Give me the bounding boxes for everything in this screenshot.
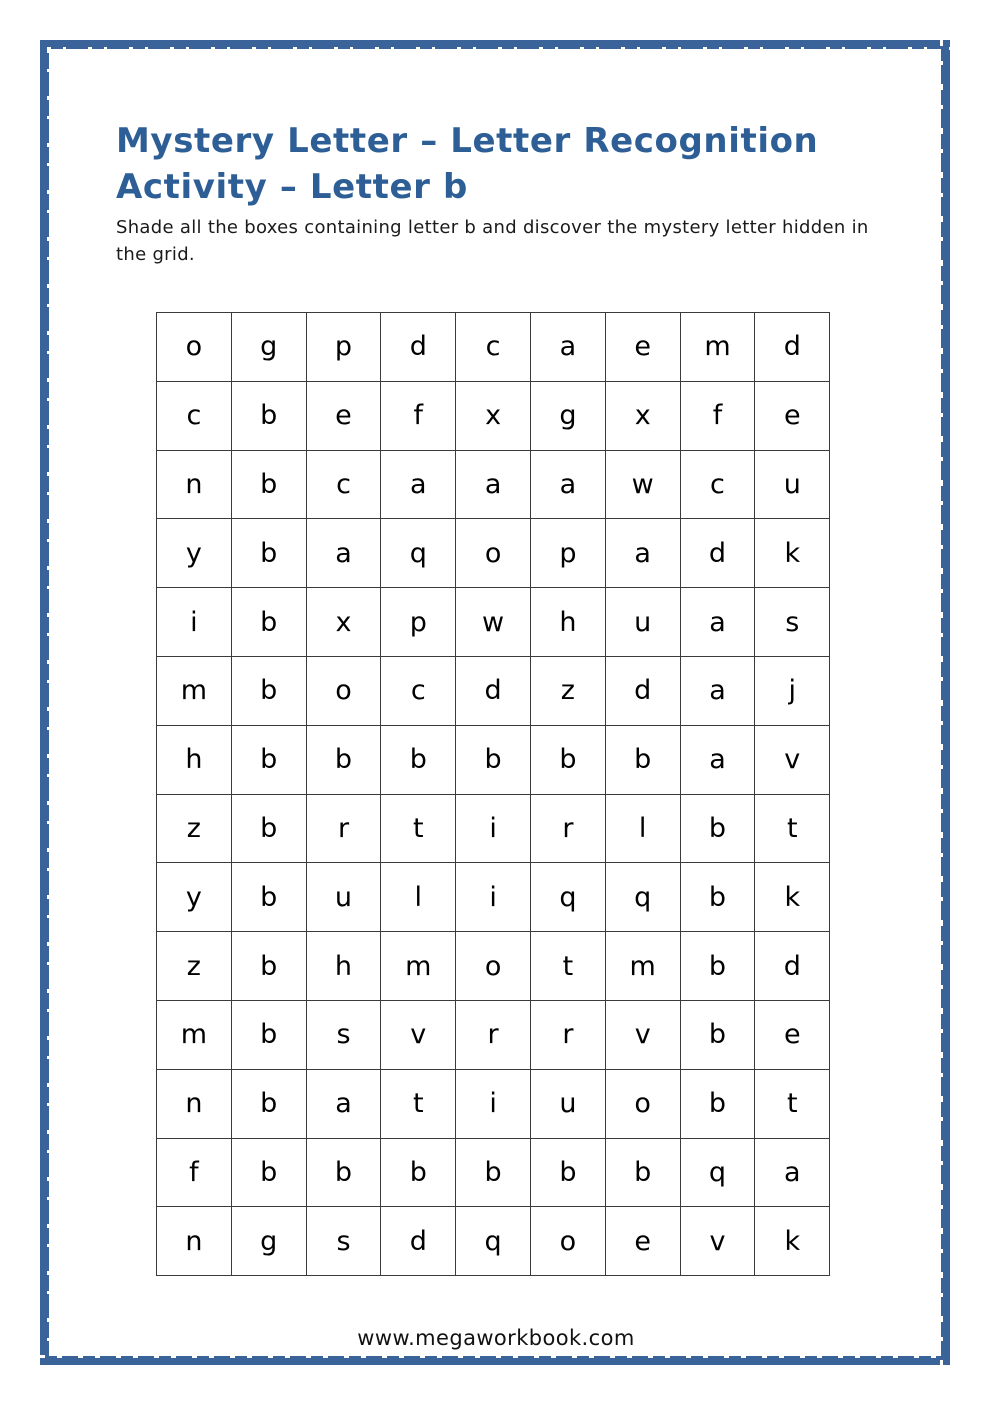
- grid-cell[interactable]: p: [306, 313, 381, 382]
- grid-cell[interactable]: u: [755, 450, 830, 519]
- grid-cell[interactable]: n: [157, 450, 232, 519]
- grid-cell[interactable]: p: [530, 519, 605, 588]
- grid-cell[interactable]: i: [456, 1069, 531, 1138]
- grid-cell[interactable]: w: [605, 450, 680, 519]
- footer-website: www.megaworkbook.com: [357, 1326, 635, 1350]
- grid-cell[interactable]: a: [381, 450, 456, 519]
- grid-cell[interactable]: t: [381, 1069, 456, 1138]
- grid-cell[interactable]: c: [306, 450, 381, 519]
- grid-cell[interactable]: i: [456, 794, 531, 863]
- grid-cell[interactable]: a: [680, 725, 755, 794]
- grid-cell[interactable]: b: [680, 863, 755, 932]
- grid-cell[interactable]: b: [456, 1138, 531, 1207]
- border-edge-bottom: [40, 1356, 950, 1365]
- border-edge-left: [40, 40, 49, 1365]
- border-rough-top: [40, 47, 950, 50]
- grid-cell[interactable]: n: [157, 1069, 232, 1138]
- grid-cell[interactable]: s: [306, 1000, 381, 1069]
- grid-cell[interactable]: q: [456, 1207, 531, 1276]
- grid-cell[interactable]: k: [755, 863, 830, 932]
- grid-cell[interactable]: t: [530, 932, 605, 1001]
- grid-row: [157, 588, 830, 657]
- grid-cell[interactable]: e: [605, 1207, 680, 1276]
- grid-cell[interactable]: r: [530, 794, 605, 863]
- grid-cell[interactable]: m: [381, 932, 456, 1001]
- grid-cell[interactable]: c: [381, 656, 456, 725]
- border-rough-bottom: [40, 1355, 950, 1358]
- grid-cell[interactable]: b: [605, 1138, 680, 1207]
- border-edge-right: [941, 40, 950, 1365]
- page-title: Mystery Letter – Letter Recognition Activity – Letter b: [116, 121, 819, 207]
- grid-cell[interactable]: u: [530, 1069, 605, 1138]
- grid-cell[interactable]: k: [755, 1207, 830, 1276]
- grid-cell[interactable]: v: [605, 1000, 680, 1069]
- grid-cell[interactable]: b: [306, 725, 381, 794]
- grid-cell[interactable]: q: [530, 863, 605, 932]
- grid-cell[interactable]: d: [755, 313, 830, 382]
- border-rough-left: [47, 40, 50, 1365]
- grid-cell[interactable]: z: [157, 932, 232, 1001]
- grid-cell[interactable]: x: [456, 381, 531, 450]
- grid-cell[interactable]: z: [157, 794, 232, 863]
- grid-cell[interactable]: d: [755, 932, 830, 1001]
- grid-cell[interactable]: d: [680, 519, 755, 588]
- grid-cell[interactable]: b: [231, 932, 306, 1001]
- grid-cell[interactable]: b: [680, 1000, 755, 1069]
- grid-row: [157, 519, 830, 588]
- grid-cell[interactable]: a: [605, 519, 680, 588]
- grid-row: [157, 794, 830, 863]
- grid-cell[interactable]: d: [605, 656, 680, 725]
- grid-cell[interactable]: x: [306, 588, 381, 657]
- grid-cell[interactable]: t: [755, 794, 830, 863]
- grid-cell[interactable]: b: [680, 1069, 755, 1138]
- grid-cell[interactable]: g: [231, 1207, 306, 1276]
- grid-cell[interactable]: k: [755, 519, 830, 588]
- grid-cell[interactable]: y: [157, 863, 232, 932]
- grid-row: [157, 1138, 830, 1207]
- grid-cell[interactable]: u: [306, 863, 381, 932]
- grid-cell[interactable]: b: [231, 794, 306, 863]
- grid-cell[interactable]: i: [456, 863, 531, 932]
- grid-cell[interactable]: b: [231, 725, 306, 794]
- grid-cell[interactable]: q: [381, 519, 456, 588]
- grid-cell[interactable]: r: [456, 1000, 531, 1069]
- grid-cell[interactable]: b: [680, 932, 755, 1001]
- grid-row: [157, 313, 830, 382]
- grid-cell[interactable]: h: [306, 932, 381, 1001]
- grid-row: [157, 1207, 830, 1276]
- grid-cell[interactable]: b: [530, 725, 605, 794]
- grid-cell[interactable]: m: [605, 932, 680, 1001]
- grid-cell[interactable]: b: [231, 1138, 306, 1207]
- grid-cell[interactable]: e: [306, 381, 381, 450]
- grid-cell[interactable]: i: [157, 588, 232, 657]
- grid-row: [157, 863, 830, 932]
- grid-cell[interactable]: o: [157, 313, 232, 382]
- grid-cell[interactable]: b: [381, 725, 456, 794]
- grid-cell[interactable]: t: [381, 794, 456, 863]
- grid-cell[interactable]: r: [306, 794, 381, 863]
- grid-cell[interactable]: p: [381, 588, 456, 657]
- grid-cell[interactable]: j: [755, 656, 830, 725]
- grid-row: [157, 381, 830, 450]
- grid-cell[interactable]: z: [530, 656, 605, 725]
- letter-grid[interactable]: [156, 312, 830, 1276]
- grid-cell[interactable]: f: [157, 1138, 232, 1207]
- instructions-text: Shade all the boxes containing letter b and discover the mystery letter hidden in the grid.: [116, 217, 869, 265]
- grid-row: [157, 1000, 830, 1069]
- grid-cell[interactable]: b: [381, 1138, 456, 1207]
- grid-cell[interactable]: v: [381, 1000, 456, 1069]
- grid-cell[interactable]: x: [605, 381, 680, 450]
- grid-cell[interactable]: l: [605, 794, 680, 863]
- grid-cell[interactable]: u: [605, 588, 680, 657]
- grid-row: [157, 725, 830, 794]
- grid-cell[interactable]: e: [755, 381, 830, 450]
- grid-cell[interactable]: o: [456, 932, 531, 1001]
- grid-cell[interactable]: b: [231, 1000, 306, 1069]
- border-rough-right: [940, 40, 943, 1365]
- grid-cell[interactable]: f: [381, 381, 456, 450]
- grid-cell[interactable]: b: [231, 1069, 306, 1138]
- grid-cell[interactable]: b: [231, 863, 306, 932]
- grid-cell[interactable]: c: [456, 313, 531, 382]
- grid-cell[interactable]: b: [231, 656, 306, 725]
- grid-cell[interactable]: a: [680, 588, 755, 657]
- grid-cell[interactable]: q: [680, 1138, 755, 1207]
- grid-cell[interactable]: b: [530, 1138, 605, 1207]
- grid-cell[interactable]: h: [157, 725, 232, 794]
- grid-cell[interactable]: m: [157, 656, 232, 725]
- grid-cell[interactable]: a: [755, 1138, 830, 1207]
- grid-cell[interactable]: a: [456, 450, 531, 519]
- grid-cell[interactable]: d: [456, 656, 531, 725]
- grid-cell[interactable]: r: [530, 1000, 605, 1069]
- grid-cell[interactable]: t: [755, 1069, 830, 1138]
- grid-cell[interactable]: a: [306, 519, 381, 588]
- grid-cell[interactable]: b: [231, 588, 306, 657]
- grid-cell[interactable]: o: [306, 656, 381, 725]
- grid-cell[interactable]: f: [680, 381, 755, 450]
- grid-cell[interactable]: b: [231, 381, 306, 450]
- grid-cell[interactable]: h: [530, 588, 605, 657]
- grid-cell[interactable]: y: [157, 519, 232, 588]
- grid-cell[interactable]: a: [530, 313, 605, 382]
- grid-cell[interactable]: e: [755, 1000, 830, 1069]
- grid-cell[interactable]: d: [381, 1207, 456, 1276]
- grid-cell[interactable]: o: [456, 519, 531, 588]
- grid-cell[interactable]: w: [456, 588, 531, 657]
- grid-cell[interactable]: a: [306, 1069, 381, 1138]
- grid-cell[interactable]: g: [530, 381, 605, 450]
- grid-cell[interactable]: b: [456, 725, 531, 794]
- grid-cell[interactable]: e: [605, 313, 680, 382]
- grid-cell[interactable]: s: [755, 588, 830, 657]
- grid-cell[interactable]: o: [605, 1069, 680, 1138]
- grid-cell[interactable]: c: [680, 450, 755, 519]
- grid-cell[interactable]: n: [157, 1207, 232, 1276]
- grid-cell[interactable]: v: [755, 725, 830, 794]
- grid-cell[interactable]: b: [231, 519, 306, 588]
- grid-cell[interactable]: b: [306, 1138, 381, 1207]
- grid-row: [157, 932, 830, 1001]
- grid-cell[interactable]: l: [381, 863, 456, 932]
- grid-cell[interactable]: b: [605, 725, 680, 794]
- worksheet-header: [116, 118, 896, 268]
- grid-cell[interactable]: s: [306, 1207, 381, 1276]
- grid-cell[interactable]: o: [530, 1207, 605, 1276]
- border-edge-top: [40, 40, 950, 49]
- grid-cell[interactable]: m: [680, 313, 755, 382]
- grid-row: [157, 1069, 830, 1138]
- grid-cell[interactable]: a: [680, 656, 755, 725]
- letter-grid-container: [156, 312, 830, 1276]
- grid-cell[interactable]: b: [680, 794, 755, 863]
- grid-cell[interactable]: b: [231, 450, 306, 519]
- grid-cell[interactable]: q: [605, 863, 680, 932]
- grid-cell[interactable]: d: [381, 313, 456, 382]
- grid-row: [157, 450, 830, 519]
- grid-cell[interactable]: m: [157, 1000, 232, 1069]
- grid-cell[interactable]: a: [530, 450, 605, 519]
- grid-cell[interactable]: g: [231, 313, 306, 382]
- grid-cell[interactable]: c: [157, 381, 232, 450]
- grid-row: [157, 656, 830, 725]
- grid-cell[interactable]: v: [680, 1207, 755, 1276]
